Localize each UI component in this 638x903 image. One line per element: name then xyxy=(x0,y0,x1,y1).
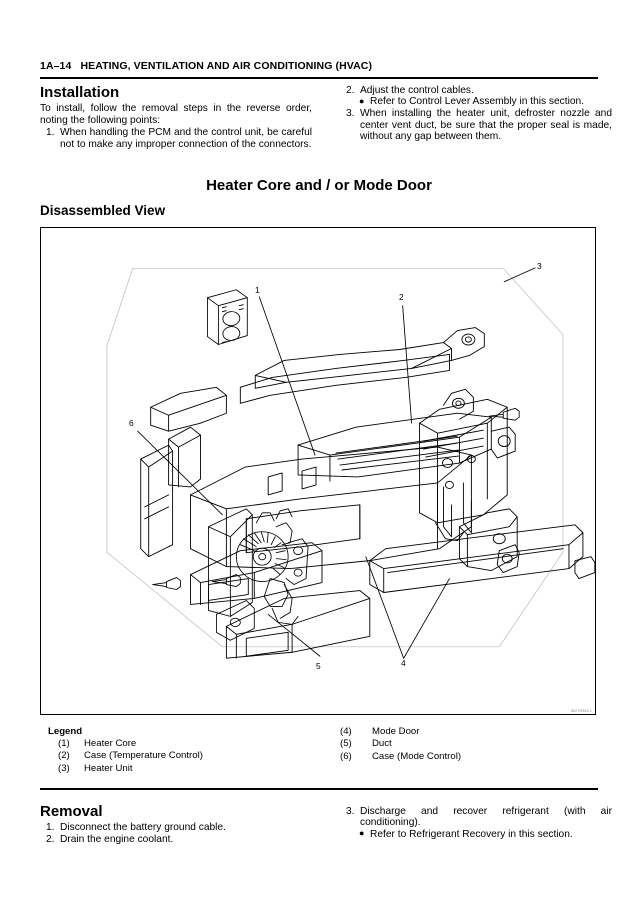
header-rule xyxy=(40,77,598,79)
step-number: 3. xyxy=(346,805,355,817)
legend-number: (6) xyxy=(340,750,352,762)
callout-1: 1 xyxy=(255,285,260,295)
list-item xyxy=(340,85,612,97)
callout-6: 6 xyxy=(129,418,134,428)
step-text: Disconnect the battery ground cable. xyxy=(60,822,226,834)
step-text: Drain the engine coolant. xyxy=(60,834,174,846)
list-item xyxy=(40,822,312,834)
installation-section-continued xyxy=(340,84,612,143)
list-item xyxy=(340,806,612,829)
legend-label: Case (Temperature Control) xyxy=(84,750,203,762)
legend-number: (4) xyxy=(340,726,352,737)
legend-label: Case (Mode Control) xyxy=(372,750,462,762)
legend-number: (1) xyxy=(58,738,70,749)
removal-steps-right xyxy=(340,806,612,829)
legend-number: (2) xyxy=(58,750,70,762)
bullet-text: Refer to Control Lever Assembly in this section. xyxy=(370,96,585,108)
callout-2: 2 xyxy=(399,292,404,302)
step-bullet xyxy=(340,829,612,841)
list-item xyxy=(40,834,312,846)
list-item xyxy=(340,738,600,750)
page-folio: 1A–14 xyxy=(40,60,72,72)
list-item xyxy=(340,726,600,738)
removal-rule xyxy=(40,788,598,790)
list-item xyxy=(340,108,612,143)
step-number: 1. xyxy=(46,822,55,834)
legend-label: Heater Unit xyxy=(84,762,133,774)
bullet-dot: ● xyxy=(359,828,365,839)
legend-number: (3) xyxy=(58,762,70,774)
step-text: Discharge and recover refrigerant (with air conditioning). xyxy=(360,805,612,829)
removal-steps-left xyxy=(40,822,312,846)
removal-heading: Removal xyxy=(40,803,103,820)
installation-steps-right xyxy=(340,85,612,97)
step-text: When handling the PCM and the control unit, be careful not to make any improper connection of the connectors. xyxy=(60,126,312,150)
legend-label: Mode Door xyxy=(372,726,420,737)
installation-heading: Installation xyxy=(40,84,120,101)
bullet-text: Refer to Refrigerant Recovery in this section. xyxy=(370,828,573,840)
callout-5: 5 xyxy=(316,661,321,671)
removal-section xyxy=(40,803,312,846)
list-item xyxy=(340,751,600,763)
header-title: HEATING, VENTILATION AND AIR CONDITIONING (HVAC) xyxy=(80,60,373,72)
disassembled-view-figure xyxy=(40,227,596,715)
step-bullet xyxy=(340,96,612,108)
disassembled-view-heading: Disassembled View xyxy=(40,203,166,218)
legend-list-left xyxy=(48,738,328,775)
heater-assembly-drawing xyxy=(41,228,595,714)
removal-section-continued xyxy=(340,805,612,840)
legend-right xyxy=(340,726,600,763)
installation-steps-left xyxy=(40,127,312,150)
step-number: 2. xyxy=(346,84,355,96)
installation-section xyxy=(40,84,312,150)
legend-title: Legend xyxy=(48,726,83,737)
list-item xyxy=(48,738,328,750)
step-number: 2. xyxy=(46,834,55,846)
step-text: When installing the heater unit, defroster nozzle and center vent duct, be sure that the proper seal is made, without any gap between them. xyxy=(360,108,612,143)
running-header xyxy=(40,60,598,72)
list-item xyxy=(48,750,328,762)
installation-steps-right-2 xyxy=(340,108,612,143)
legend-number: (5) xyxy=(340,738,352,750)
callout-3: 3 xyxy=(537,261,542,271)
installation-intro: To install, follow the removal steps in the reverse order, noting the following points: xyxy=(40,103,312,126)
legend-label: Duct xyxy=(372,738,392,750)
figure-title: Heater Core and / or Mode Door xyxy=(206,177,432,194)
step-number: 1. xyxy=(46,126,55,138)
legend-list-right xyxy=(340,726,600,763)
bullet-dot: ● xyxy=(359,95,365,106)
callout-4: 4 xyxy=(401,658,406,668)
legend-left xyxy=(48,726,328,775)
step-text: Adjust the control cables. xyxy=(360,84,474,96)
list-item xyxy=(48,763,328,775)
figure-code: 802 R0002-1 xyxy=(571,709,592,713)
step-number: 3. xyxy=(346,108,355,120)
list-item xyxy=(40,127,312,150)
legend-label: Heater Core xyxy=(84,738,137,749)
